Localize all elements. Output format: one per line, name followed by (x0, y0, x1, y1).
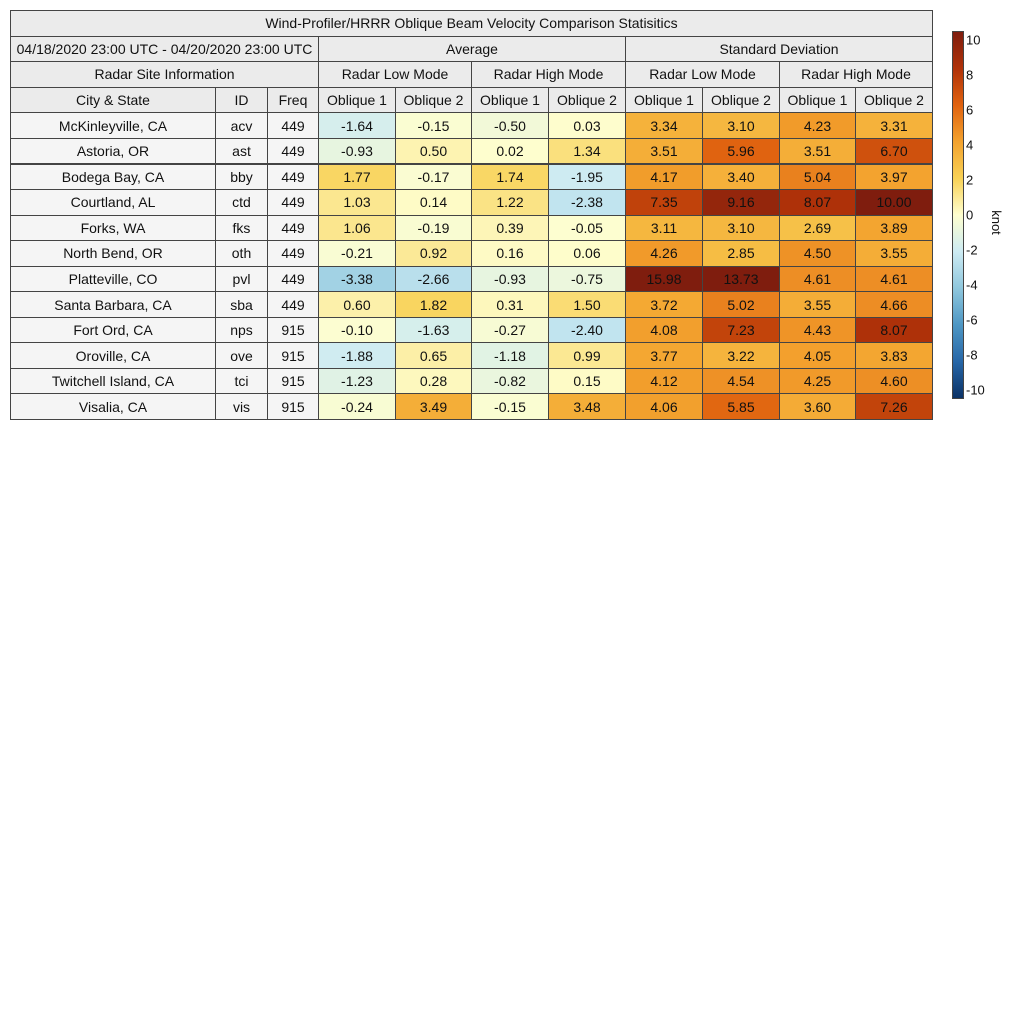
heatmap-cell: 1.06 (318, 215, 396, 242)
heatmap-cell: 0.02 (471, 138, 549, 165)
heatmap-cell: 3.34 (625, 112, 703, 139)
heatmap-cell: 2.85 (702, 240, 780, 267)
heatmap-cell: 5.96 (702, 138, 780, 165)
row-freq: 915 (267, 317, 319, 344)
heatmap-cell: 3.97 (855, 164, 933, 191)
heatmap-cell: 4.23 (779, 112, 856, 139)
row-id: ast (215, 138, 268, 165)
heatmap-cell: 9.16 (702, 189, 780, 216)
heatmap-cell: -0.50 (471, 112, 549, 139)
heatmap-cell: -0.17 (395, 164, 472, 191)
colorbar-tick-label: 0 (966, 207, 974, 223)
heatmap-cell: -1.64 (318, 112, 396, 139)
heatmap-cell: 3.77 (625, 342, 703, 369)
heatmap-cell: 4.06 (625, 393, 703, 420)
heatmap-cell: 0.31 (471, 291, 549, 318)
col-header-oblique-2: Oblique 2 (702, 87, 780, 114)
avg-high-mode-header: Radar High Mode (471, 61, 626, 88)
colorbar-unit-label: knot (988, 210, 1004, 235)
heatmap-cell: 4.43 (779, 317, 856, 344)
row-id: tci (215, 368, 268, 395)
heatmap-cell: 3.49 (395, 393, 472, 420)
row-city: Santa Barbara, CA (10, 291, 216, 318)
heatmap-cell: 15.98 (625, 266, 703, 293)
heatmap-cell: 3.31 (855, 112, 933, 139)
heatmap-cell: -0.93 (318, 138, 396, 165)
heatmap-cell: -1.95 (548, 164, 626, 191)
row-city: Visalia, CA (10, 393, 216, 420)
heatmap-cell: 3.48 (548, 393, 626, 420)
row-freq: 915 (267, 342, 319, 369)
heatmap-cell: 3.10 (702, 112, 780, 139)
row-id: nps (215, 317, 268, 344)
heatmap-cell: 1.82 (395, 291, 472, 318)
heatmap-cell: 3.40 (702, 164, 780, 191)
colorbar-tick-label: 2 (966, 172, 974, 188)
heatmap-cell: 13.73 (702, 266, 780, 293)
heatmap-cell: 7.23 (702, 317, 780, 344)
heatmap-cell: 0.28 (395, 368, 472, 395)
heatmap-cell: 3.89 (855, 215, 933, 242)
row-id: oth (215, 240, 268, 267)
colorbar-tick-label: -6 (966, 312, 978, 328)
colorbar-tick-label: -8 (966, 347, 978, 363)
heatmap-cell: 4.61 (779, 266, 856, 293)
std-low-mode-header: Radar Low Mode (625, 61, 780, 88)
heatmap-cell: 10.00 (855, 189, 933, 216)
heatmap-cell: -0.15 (395, 112, 472, 139)
heatmap-cell: 2.69 (779, 215, 856, 242)
row-id: sba (215, 291, 268, 318)
row-id: pvl (215, 266, 268, 293)
row-id: vis (215, 393, 268, 420)
heatmap-cell: 5.02 (702, 291, 780, 318)
colorbar-tick-label: 10 (966, 32, 981, 48)
row-city: Astoria, OR (10, 138, 216, 165)
heatmap-cell: 0.14 (395, 189, 472, 216)
heatmap-cell: -0.21 (318, 240, 396, 267)
heatmap-cell: 6.70 (855, 138, 933, 165)
row-city: North Bend, OR (10, 240, 216, 267)
heatmap-cell: 1.03 (318, 189, 396, 216)
row-city: Oroville, CA (10, 342, 216, 369)
heatmap-cell: 4.17 (625, 164, 703, 191)
heatmap-cell: -1.23 (318, 368, 396, 395)
heatmap-cell: 0.65 (395, 342, 472, 369)
colorbar-tick-label: 4 (966, 137, 974, 153)
heatmap-cell: 4.60 (855, 368, 933, 395)
colorbar-tick-label: 6 (966, 102, 974, 118)
heatmap-cell: 0.50 (395, 138, 472, 165)
std-high-mode-header: Radar High Mode (779, 61, 933, 88)
heatmap-cell: 0.92 (395, 240, 472, 267)
heatmap-cell: 3.51 (779, 138, 856, 165)
heatmap-cell: 1.77 (318, 164, 396, 191)
row-city: Fort Ord, CA (10, 317, 216, 344)
row-freq: 449 (267, 189, 319, 216)
heatmap-cell: 3.10 (702, 215, 780, 242)
row-freq: 449 (267, 164, 319, 191)
heatmap-cell: -0.82 (471, 368, 549, 395)
heatmap-cell: 0.06 (548, 240, 626, 267)
heatmap-cell: 3.60 (779, 393, 856, 420)
heatmap-cell: 3.51 (625, 138, 703, 165)
heatmap-cell: -0.15 (471, 393, 549, 420)
row-id: bby (215, 164, 268, 191)
heatmap-cell: -2.66 (395, 266, 472, 293)
average-group-header: Average (318, 36, 626, 63)
row-freq: 915 (267, 368, 319, 395)
heatmap-cell: 4.61 (855, 266, 933, 293)
table-title: Wind-Profiler/HRRR Oblique Beam Velocity Comparison Statisitics (10, 10, 933, 37)
row-freq: 449 (267, 266, 319, 293)
row-city: McKinleyville, CA (10, 112, 216, 139)
col-header-oblique-2: Oblique 2 (548, 87, 626, 114)
col-header-oblique-1: Oblique 1 (471, 87, 549, 114)
heatmap-cell: 0.15 (548, 368, 626, 395)
heatmap-cell: -1.63 (395, 317, 472, 344)
heatmap-cell: 4.66 (855, 291, 933, 318)
heatmap-cell: 4.05 (779, 342, 856, 369)
row-freq: 449 (267, 291, 319, 318)
heatmap-cell: 5.04 (779, 164, 856, 191)
heatmap-cell: 3.11 (625, 215, 703, 242)
heatmap-cell: -0.75 (548, 266, 626, 293)
heatmap-cell: -0.05 (548, 215, 626, 242)
heatmap-cell: 3.22 (702, 342, 780, 369)
row-freq: 449 (267, 215, 319, 242)
heatmap-cell: 8.07 (855, 317, 933, 344)
col-header-oblique-1: Oblique 1 (318, 87, 396, 114)
row-id: ctd (215, 189, 268, 216)
heatmap-cell: 3.55 (855, 240, 933, 267)
heatmap-cell: 1.22 (471, 189, 549, 216)
row-city: Forks, WA (10, 215, 216, 242)
comparison-table (10, 10, 932, 419)
row-id: acv (215, 112, 268, 139)
date-range-label: 04/18/2020 23:00 UTC - 04/20/2020 23:00 UTC (10, 36, 319, 63)
heatmap-cell: 0.03 (548, 112, 626, 139)
row-id: fks (215, 215, 268, 242)
row-id: ove (215, 342, 268, 369)
heatmap-cell: 7.35 (625, 189, 703, 216)
heatmap-cell: 0.60 (318, 291, 396, 318)
heatmap-cell: 3.83 (855, 342, 933, 369)
heatmap-cell: -0.19 (395, 215, 472, 242)
heatmap-cell: 0.16 (471, 240, 549, 267)
std-dev-group-header: Standard Deviation (625, 36, 933, 63)
heatmap-cell: -1.18 (471, 342, 549, 369)
row-freq: 915 (267, 393, 319, 420)
heatmap-cell: 4.50 (779, 240, 856, 267)
row-freq: 449 (267, 138, 319, 165)
colorbar-tick-label: 8 (966, 67, 974, 83)
colorbar-tick-label: -2 (966, 242, 978, 258)
heatmap-cell: -0.27 (471, 317, 549, 344)
avg-low-mode-header: Radar Low Mode (318, 61, 472, 88)
heatmap-cell: -3.38 (318, 266, 396, 293)
col-header-oblique-2: Oblique 2 (855, 87, 933, 114)
heatmap-cell: -1.88 (318, 342, 396, 369)
colorbar-tick-label: -10 (966, 382, 985, 398)
heatmap-cell: 7.26 (855, 393, 933, 420)
row-city: Twitchell Island, CA (10, 368, 216, 395)
col-header-oblique-1: Oblique 1 (625, 87, 703, 114)
row-freq: 449 (267, 240, 319, 267)
heatmap-cell: 0.39 (471, 215, 549, 242)
heatmap-cell: -2.40 (548, 317, 626, 344)
colorbar (952, 31, 964, 399)
heatmap-cell: 5.85 (702, 393, 780, 420)
heatmap-cell: 4.08 (625, 317, 703, 344)
heatmap-cell: 1.74 (471, 164, 549, 191)
row-city: Platteville, CO (10, 266, 216, 293)
colorbar-tick-label: -4 (966, 277, 978, 293)
heatmap-cell: -0.10 (318, 317, 396, 344)
heatmap-cell: 8.07 (779, 189, 856, 216)
heatmap-cell: 4.12 (625, 368, 703, 395)
row-freq: 449 (267, 112, 319, 139)
heatmap-cell: 1.50 (548, 291, 626, 318)
heatmap-cell: 4.25 (779, 368, 856, 395)
row-city: Bodega Bay, CA (10, 164, 216, 191)
heatmap-cell: 1.34 (548, 138, 626, 165)
heatmap-cell: 0.99 (548, 342, 626, 369)
heatmap-cell: -2.38 (548, 189, 626, 216)
heatmap-cell: 3.55 (779, 291, 856, 318)
site-info-header: Radar Site Information (10, 61, 319, 88)
col-header-oblique-1: Oblique 1 (779, 87, 856, 114)
heatmap-cell: 3.72 (625, 291, 703, 318)
heatmap-cell: 4.54 (702, 368, 780, 395)
row-city: Courtland, AL (10, 189, 216, 216)
heatmap-cell: -0.93 (471, 266, 549, 293)
col-header-oblique-2: Oblique 2 (395, 87, 472, 114)
heatmap-cell: -0.24 (318, 393, 396, 420)
heatmap-cell: 4.26 (625, 240, 703, 267)
col-header-freq: Freq (267, 87, 319, 114)
col-header-city: City & State (10, 87, 216, 114)
col-header-id: ID (215, 87, 268, 114)
